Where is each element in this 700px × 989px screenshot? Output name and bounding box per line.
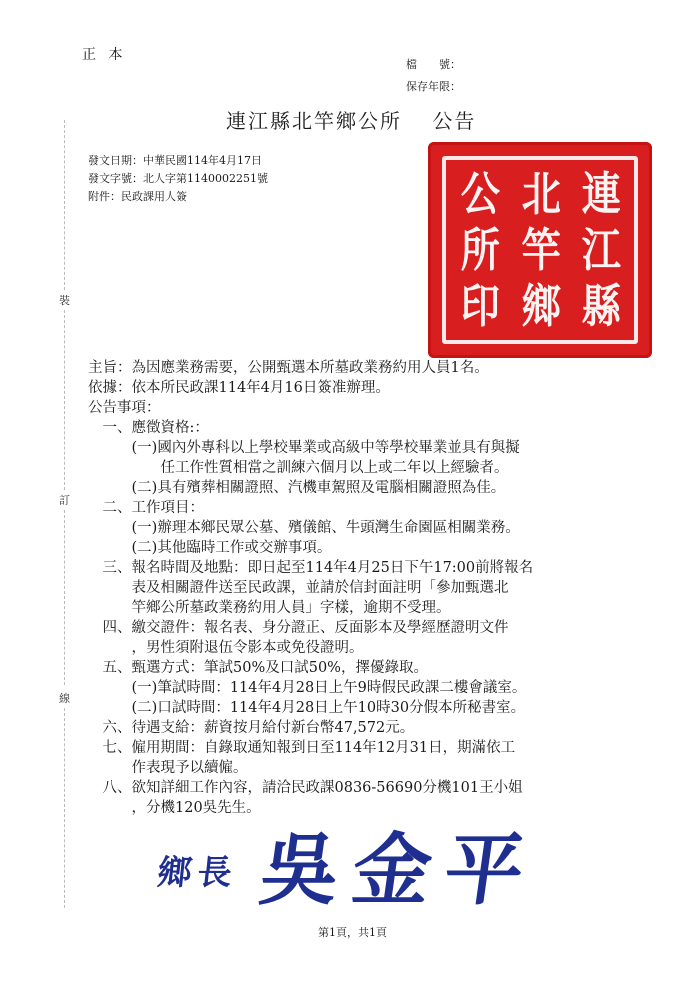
file-number-label: 檔 號： [406, 58, 461, 71]
seal-char: 竿 [521, 223, 561, 277]
body-line: 七、僱用期間：自錄取通知報到日至114年12月31日，期滿依工 [88, 740, 516, 756]
body-line: 竿鄉公所墓政業務約用人員」字樣，逾期不受理。 [88, 600, 451, 616]
body-line: 三、報名時間及地點：即日起至114年4月25日下午17:00前將報名 [88, 560, 534, 576]
body-line: 五、甄選方式：筆試50%及口試50%，擇優錄取。 [88, 660, 428, 676]
mayor-signature: 吳金平 [254, 825, 544, 916]
body-line: ，分機120吳先生。 [88, 800, 261, 816]
body-line: 表及相關證件送至民政課，並請於信封面註明「參加甄選北 [88, 580, 509, 596]
body-line: (二)口試時間：114年4月28日上午10時30分假本所秘書室。 [88, 700, 526, 716]
body-line: 六、待遇支給：薪資按月給付新台幣47,572元。 [88, 720, 415, 736]
body-line: (二)具有殯葬相關證照、汽機車駕照及電腦相關證照為佳。 [88, 480, 506, 496]
seal-char: 江 [582, 223, 622, 277]
official-seal [428, 142, 652, 358]
body-line: 八、欲知詳細工作內容，請洽民政課0836-56690分機101王小姐 [88, 780, 523, 796]
body-line: (二)其他臨時工作或交辦事項。 [88, 540, 332, 556]
mayor-title: 鄉長 [155, 853, 240, 893]
binding-mark-bind: 裝 [59, 294, 70, 307]
body-line: (一)筆試時間：114年4月28日上午9時假民政課二樓會議室。 [88, 680, 527, 696]
binding-mark-staple: 訂 [59, 494, 70, 507]
binding-guide [64, 310, 65, 490]
retention-period-label: 保存年限： [406, 80, 461, 93]
page-number: 第1頁，共1頁 [318, 926, 387, 939]
body-line: 四、繳交證件：報名表、身分證正、反面影本及學經歷證明文件 [88, 620, 509, 636]
binding-guide [64, 120, 65, 290]
seal-char: 印 [460, 279, 500, 333]
seal-char: 縣 [582, 279, 622, 333]
body-line: 作表現予以續僱。 [88, 760, 248, 776]
seal-characters [450, 168, 632, 336]
seal-char: 公 [460, 167, 500, 221]
body-line: 二、工作項目： [88, 500, 204, 516]
announcement-body [88, 358, 533, 818]
items-heading: 公告事項： [88, 400, 161, 416]
body-line: (一)辦理本鄉民眾公墓、殯儀館、牛頭灣生命園區相關業務。 [88, 520, 520, 536]
issue-date: 發文日期：中華民國114年4月17日 [88, 154, 262, 167]
attachment-line: 附件：民政課用人簽 [88, 190, 187, 203]
document-title: 連江縣北竿鄉公所 公告 [226, 109, 477, 133]
basis-line: 依據：依本所民政課114年4月16日簽准辦理。 [88, 380, 390, 396]
seal-char: 鄉 [521, 279, 561, 333]
seal-char: 北 [521, 167, 561, 221]
original-copy-label: 正 本 [82, 47, 127, 63]
seal-char: 所 [460, 223, 500, 277]
body-line: 任工作性質相當之訓練六個月以上或二年以上經驗者。 [88, 460, 509, 476]
body-line: (一)國內外專科以上學校畢業或高級中等學校畢業並具有與擬 [88, 440, 520, 456]
binding-mark-line: 線 [59, 692, 70, 705]
binding-guide [64, 708, 65, 908]
reference-number: 發文字號：北人字第1140002251號 [88, 172, 268, 185]
body-line: 一、應徵資格:： [88, 420, 209, 436]
body-line: ，男性須附退伍令影本或免役證明。 [88, 640, 364, 656]
seal-char: 連 [582, 167, 622, 221]
subject-line: 主旨：為因應業務需要，公開甄選本所墓政業務約用人員1名。 [88, 360, 489, 376]
binding-guide [64, 510, 65, 685]
